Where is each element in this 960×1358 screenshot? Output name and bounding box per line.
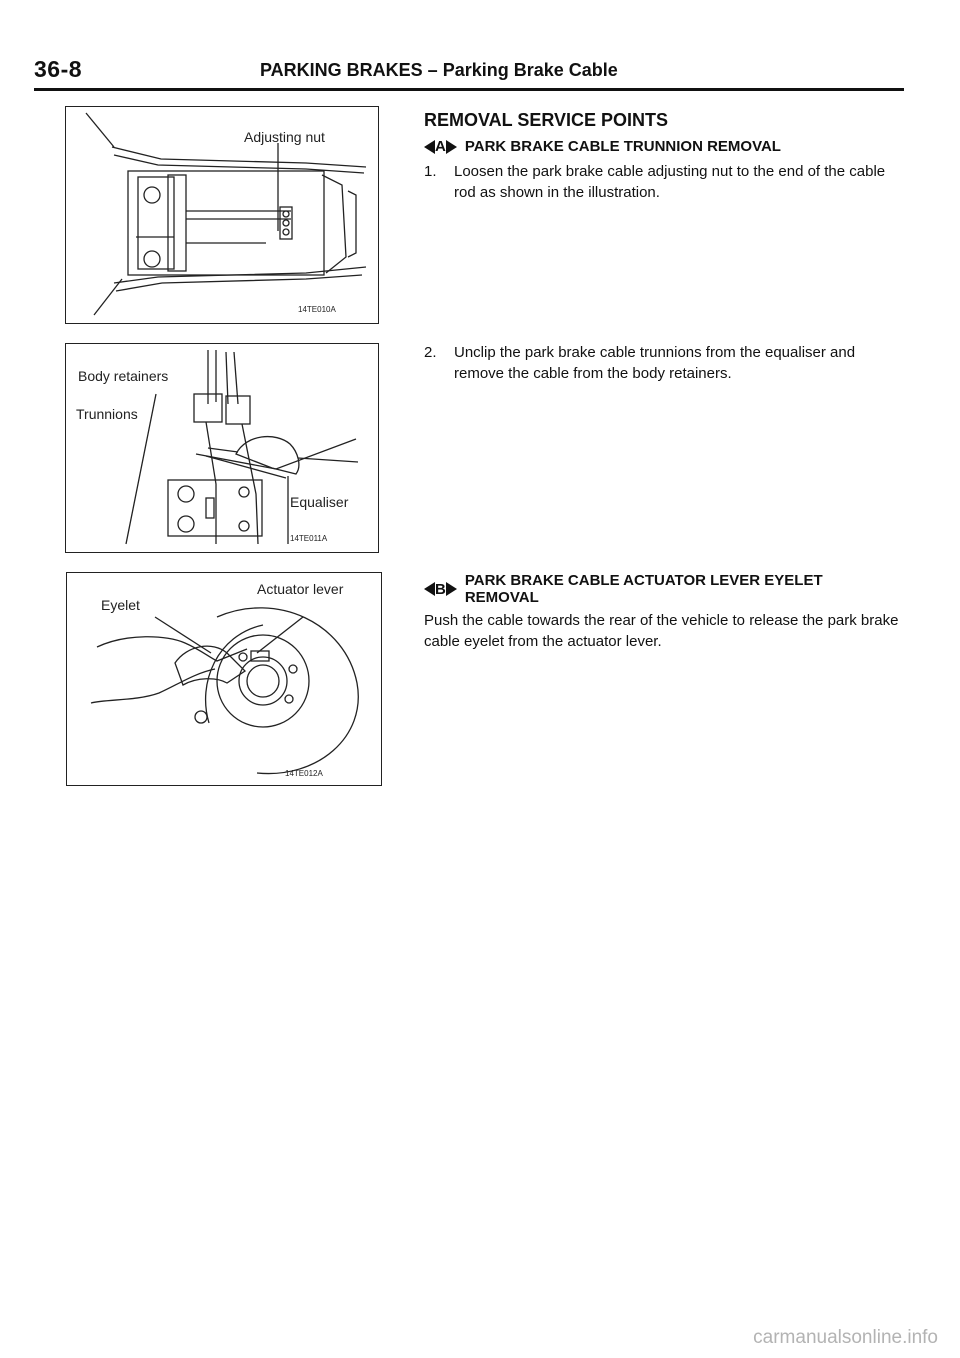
service-point-b-text: Push the cable towards the rear of the vehicle to release the park brake cable eyelet from the actuator lever. [424,612,899,650]
marker-a-icon: A [424,138,457,155]
figure-code: 14TE011A [290,534,328,543]
section-heading-block [424,110,904,131]
figure-code: 14TE010A [298,305,336,314]
callout-eyelet: Eyelet [101,597,140,613]
callout-equaliser: Equaliser [290,494,349,510]
callout-actuator-lever: Actuator lever [257,581,344,597]
service-point-b-heading: PARK BRAKE CABLE ACTUATOR LEVER EYELET REMOVAL [464,572,823,606]
figure-equaliser [65,343,379,553]
service-point-a-heading: PARK BRAKE CABLE TRUNNION REMOVAL [464,138,781,155]
step-1: 1. Loosen the park brake cable adjusting nut to the end of the cable rod as shown in the illustration. [424,163,886,201]
marker-b-icon: B [424,572,457,606]
section-heading: REMOVAL SERVICE POINTS [424,110,669,130]
service-point-b [424,572,904,652]
figure-adjusting-nut [65,106,379,324]
figure-actuator-lever [66,572,382,786]
page-number: 36-8 [34,56,83,82]
service-point-a [424,138,904,203]
header-rule [34,88,904,91]
callout-body-retainers: Body retainers [78,368,169,384]
page-title: PARKING BRAKES – Parking Brake Cable [260,60,618,80]
callout-trunnions: Trunnions [76,406,138,422]
adjusting-nut-illustration [66,107,378,323]
step-2: 2. Unclip the park brake cable trunnions from the equaliser and remove the cable from the body retainers. [424,344,856,382]
watermark: carmanualsonline.info [753,1327,938,1348]
figure-code: 14TE012A [285,769,323,778]
callout-adjusting-nut: Adjusting nut [244,129,325,145]
